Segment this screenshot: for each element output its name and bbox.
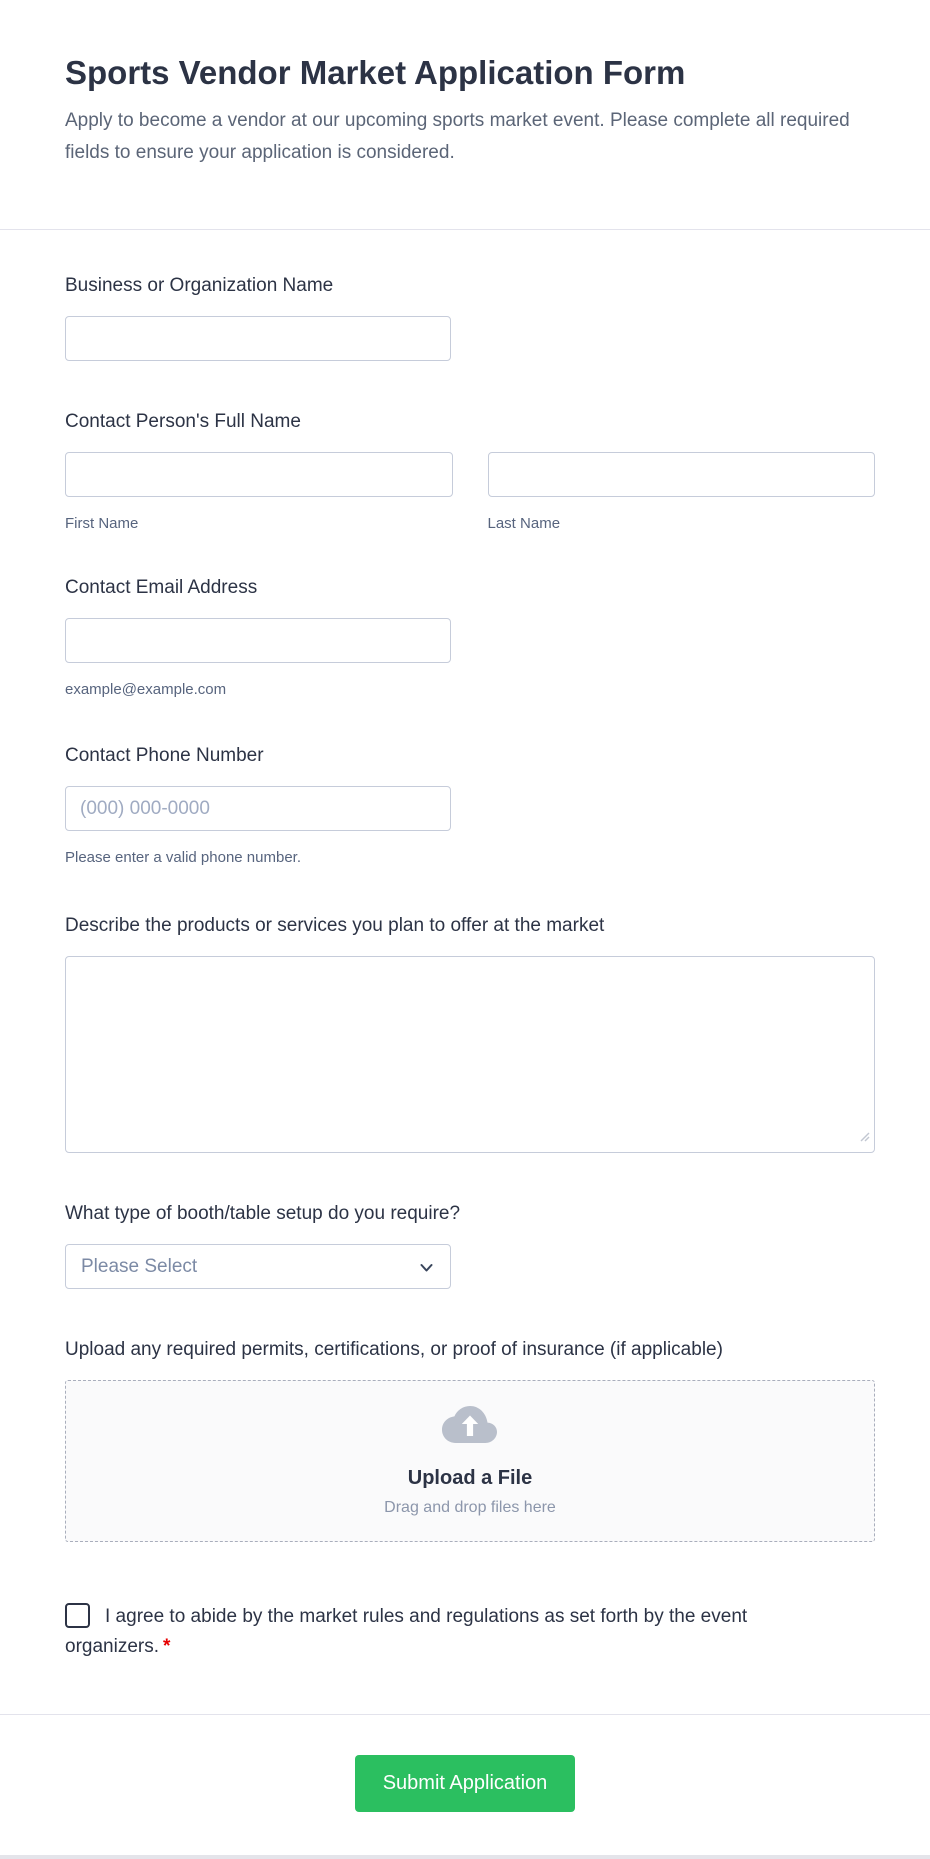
agreement-checkbox[interactable] bbox=[65, 1603, 90, 1628]
question-contact-name bbox=[65, 410, 875, 533]
resize-handle-icon[interactable] bbox=[859, 1129, 870, 1147]
required-asterisk: * bbox=[163, 1636, 171, 1657]
file-upload-hint: Drag and drop files here bbox=[384, 1499, 556, 1516]
file-upload-title: Upload a File bbox=[407, 1467, 533, 1489]
submit-row bbox=[0, 1715, 930, 1855]
question-file-upload bbox=[65, 1338, 875, 1542]
last-name-input[interactable] bbox=[488, 452, 876, 497]
form-description: Apply to become a vendor at our upcoming sports market event. Please complete all required fields to ensure your application is considered. bbox=[65, 110, 850, 163]
email-label: Contact Email Address bbox=[65, 577, 258, 598]
questions-section bbox=[0, 274, 930, 1662]
form-header bbox=[0, 0, 930, 230]
file-upload-label: Upload any required permits, certifications, or proof of insurance (if applicable) bbox=[65, 1339, 723, 1360]
question-products bbox=[65, 914, 875, 1153]
question-business-name bbox=[65, 274, 875, 361]
first-name-column bbox=[65, 452, 453, 533]
business-name-label: Business or Organization Name bbox=[65, 275, 334, 296]
booth-setup-label: What type of booth/table setup do you require? bbox=[65, 1203, 461, 1224]
phone-input[interactable] bbox=[65, 786, 451, 831]
last-name-column bbox=[488, 452, 876, 533]
agreement-row bbox=[65, 1602, 810, 1662]
file-upload-dropzone[interactable] bbox=[65, 1380, 875, 1542]
products-textarea[interactable] bbox=[65, 956, 875, 1153]
first-name-sublabel: First Name bbox=[65, 515, 139, 532]
first-name-input[interactable] bbox=[65, 452, 453, 497]
cloud-upload-icon bbox=[441, 1405, 499, 1454]
booth-setup-selected-value: Please Select bbox=[81, 1255, 198, 1277]
question-booth-setup bbox=[65, 1202, 875, 1289]
email-helper: example@example.com bbox=[65, 681, 227, 698]
submit-button[interactable]: Submit Application bbox=[355, 1755, 576, 1812]
business-name-input[interactable] bbox=[65, 316, 451, 361]
chevron-down-icon bbox=[418, 1259, 435, 1281]
phone-label: Contact Phone Number bbox=[65, 745, 264, 766]
form-title: Sports Vendor Market Application Form bbox=[65, 54, 686, 91]
last-name-sublabel: Last Name bbox=[487, 515, 561, 532]
products-label: Describe the products or services you plan to offer at the market bbox=[65, 915, 605, 936]
agreement-text: I agree to abide by the market rules and regulations as set forth by the event organizers. bbox=[65, 1606, 748, 1657]
question-phone bbox=[65, 744, 875, 867]
question-email bbox=[65, 576, 875, 699]
booth-setup-select[interactable] bbox=[65, 1244, 451, 1289]
phone-helper: Please enter a valid phone number. bbox=[65, 849, 301, 866]
question-agreement bbox=[65, 1602, 875, 1662]
products-textarea-wrap bbox=[65, 956, 875, 1153]
name-row bbox=[65, 452, 875, 533]
email-input[interactable] bbox=[65, 618, 451, 663]
contact-name-label: Contact Person's Full Name bbox=[65, 411, 301, 432]
